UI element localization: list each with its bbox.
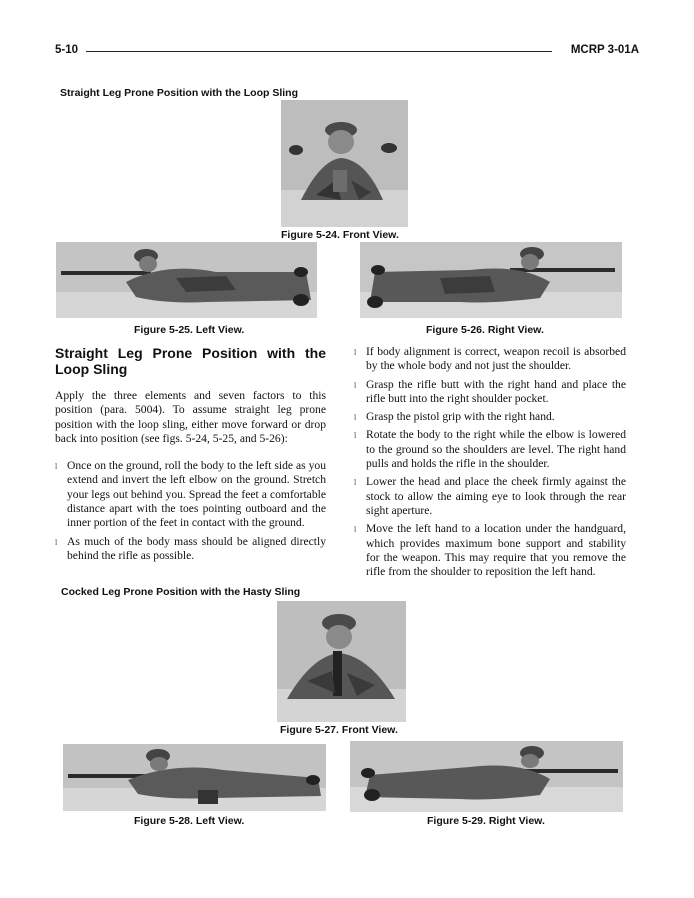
figure-5-27-photo <box>277 601 406 722</box>
left-bullet-list <box>55 459 326 563</box>
figure-5-28-photo <box>63 744 326 811</box>
figure-5-25-photo <box>56 242 317 318</box>
list-item: l As much of the body mass should be aligned directly behind the rifle as possible. <box>55 534 326 562</box>
list-item: l Once on the ground, roll the body to the left side as you extend and invert the left elbow on the ground. Stretch your legs out behind you. Spread the feet a comfortable distance apart with the toes pointing outboard and the inner portion of the feet in contact with the ground. <box>55 459 326 530</box>
right-column <box>354 345 626 583</box>
figure-5-29-photo <box>350 741 623 812</box>
document-id: MCRP 3-01A <box>570 44 639 56</box>
bullet-marker: l <box>55 537 58 547</box>
figure-5-29-caption: Figure 5-29. Right View. <box>427 815 545 827</box>
bullet-marker: l <box>354 525 357 535</box>
figure-5-27-caption: Figure 5-27. Front View. <box>280 724 398 736</box>
list-item: l Rotate the body to the right while the elbow is lowered to the ground so the shoulders are level. The right hand pulls and holds the rifle in the shoulder. <box>354 428 626 471</box>
bullet-marker: l <box>354 380 357 390</box>
page-number: 5-10 <box>55 44 79 56</box>
bullet-marker: l <box>354 478 357 488</box>
right-bullet-list <box>354 345 626 579</box>
bullet-marker: l <box>354 431 357 441</box>
figure-5-26-photo <box>360 242 622 318</box>
bullet-marker: l <box>55 462 58 472</box>
section-title: Cocked Leg Prone Position with the Hasty Sling <box>61 586 301 598</box>
header-rule <box>86 51 552 52</box>
body-heading: Straight Leg Prone Position with the Loop Sling <box>55 345 326 377</box>
bullet-marker: l <box>354 348 357 357</box>
list-item: l Grasp the rifle butt with the right hand and place the rifle butt into the right shoulder pocket. <box>354 377 626 405</box>
left-column <box>55 345 326 567</box>
figure-5-24-photo <box>281 100 408 227</box>
bullet-marker: l <box>354 413 357 423</box>
figure-5-28-caption: Figure 5-28. Left View. <box>134 815 245 827</box>
list-item: l Grasp the pistol grip with the right hand. <box>354 410 626 424</box>
list-item: l If body alignment is correct, weapon recoil is absorbed by the whole body and not just the shoulder. <box>354 345 626 373</box>
figure-5-25-caption: Figure 5-25. Left View. <box>134 324 245 336</box>
figure-5-24-caption: Figure 5-24. Front View. <box>281 229 399 241</box>
list-item: l Lower the head and place the cheek firmly against the stock to allow the aiming eye to look through the rear sight aperture. <box>354 475 626 517</box>
section-title: Straight Leg Prone Position with the Loop Sling <box>60 87 298 99</box>
intro-paragraph: Apply the three elements and seven factors to this position (para. 5004). To assume straight leg prone position with the loop sling, either move forward or drop back into position (see figs. 5-24, 5-25, and 5-26): <box>55 389 326 445</box>
list-item: l Move the left hand to a location under the handguard, which provides maximum bone support and stability for the weapon. This may require that you remove the rifle from the shoulder to reposition the left hand. <box>354 522 626 579</box>
figure-5-26-caption: Figure 5-26. Right View. <box>426 324 544 336</box>
